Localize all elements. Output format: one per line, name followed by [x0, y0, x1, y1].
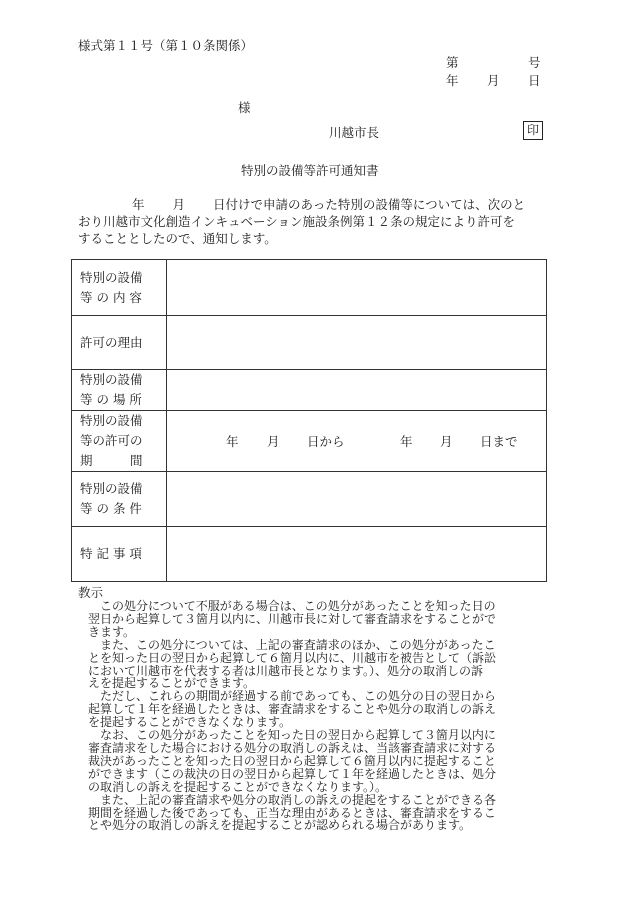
intro-line-2: おり川越市文化創造インキュベーション施設条例第１２条の規定により許可を: [78, 214, 516, 229]
notice-paragraph: また、この処分については、上記の審査請求のほか、この処分があったこ とを知った日の翌日から起算して６箇月以内に、川越市を被告として（訴訟 において川越市を代表する者は川越市長となります。）、処分の取消しの訴 えを提起することができます。: [88, 637, 497, 691]
document-title: 特別の設備等許可通知書: [241, 163, 379, 178]
issuer: 川越市長: [329, 125, 380, 140]
notice-paragraph: この処分について不服がある場合は、この処分があったことを知った日の 翌日から起算して３箇月以内に、川越市長に対して審査請求をすることがで きます。: [88, 599, 497, 639]
label-period: 特別の設備 等の許可の 期 間: [72, 411, 167, 472]
table-row: [72, 316, 547, 370]
table-row: [72, 370, 547, 411]
period-from-day: 日から: [307, 434, 345, 449]
intro-text-1: 日付けで申請のあった特別の設備等については、次のと: [213, 197, 526, 212]
doc-no-prefix: 第: [446, 55, 459, 70]
period-from-year: 年: [226, 434, 239, 449]
date-year: 年: [446, 73, 459, 88]
form-number: 様式第１１号（第１０条関係）: [78, 38, 254, 53]
date-day: 日: [528, 73, 541, 88]
period-to-year: 年: [400, 434, 413, 449]
label-location: 特別の設備 等 の 場 所: [72, 370, 167, 411]
value-period[interactable]: [167, 411, 547, 472]
date-month: 月: [487, 73, 500, 88]
table-row: [72, 260, 547, 316]
period-range: [167, 413, 546, 469]
intro-month: 月: [172, 197, 186, 212]
table-row: [72, 527, 547, 582]
notice-paragraph: なお、この処分があったことを知った日の翌日から起算して３箇月以内に 審査請求をした場合における処分の取消しの訴えは、当該審査請求に対する 裁決があったことを知った日の翌日から起算して６箇月以内に提起すること ができます（この裁決の日の翌日から起算して１年を経過したときは、処分 の取消しの訴えを提起することができなくなります。）。: [88, 728, 497, 794]
notice-paragraph: ただし、これらの期間が経過する前であっても、この処分の日の翌日から 起算して１年を経過したときは、審査請求をすることや処分の取消しの訴え を提起することができなくなります。: [88, 689, 497, 730]
value-reason[interactable]: [167, 316, 547, 370]
permit-details-table: [71, 259, 547, 582]
doc-no-suffix: 号: [528, 55, 541, 70]
period-from-month: 月: [267, 434, 280, 449]
intro-line-3: することとしたので、通知します。: [78, 231, 277, 246]
intro-year: 年: [132, 197, 145, 212]
table-row: [72, 411, 547, 472]
period-to-month: 月: [440, 434, 453, 449]
period-to-day: 日まで: [480, 434, 518, 449]
intro-line-1: [78, 196, 556, 213]
intro-paragraph: [78, 196, 556, 247]
value-conditions[interactable]: [167, 472, 547, 527]
notice-body: [78, 600, 558, 832]
addressee: 様: [238, 100, 251, 115]
notice-title: 教示: [78, 585, 104, 600]
notice-paragraph: また、上記の審査請求や処分の取消しの訴えの提起をすることができる各 期間を経過した後であっても、正当な理由があるときは、審査請求をするこ とや処分の取消しの訴えを提起することが認められる場合があります。: [88, 792, 497, 833]
value-contents[interactable]: [167, 260, 547, 316]
label-conditions: 特別の設備 等 の 条 件: [72, 472, 167, 527]
label-contents: 特別の設備 等 の 内 容: [72, 260, 167, 316]
value-remarks[interactable]: [167, 527, 547, 582]
seal-stamp: 印: [523, 121, 543, 140]
label-reason: 許可の理由: [72, 316, 167, 370]
table-row: [72, 472, 547, 527]
label-remarks: 特 記 事 項: [72, 527, 167, 582]
value-location[interactable]: [167, 370, 547, 411]
